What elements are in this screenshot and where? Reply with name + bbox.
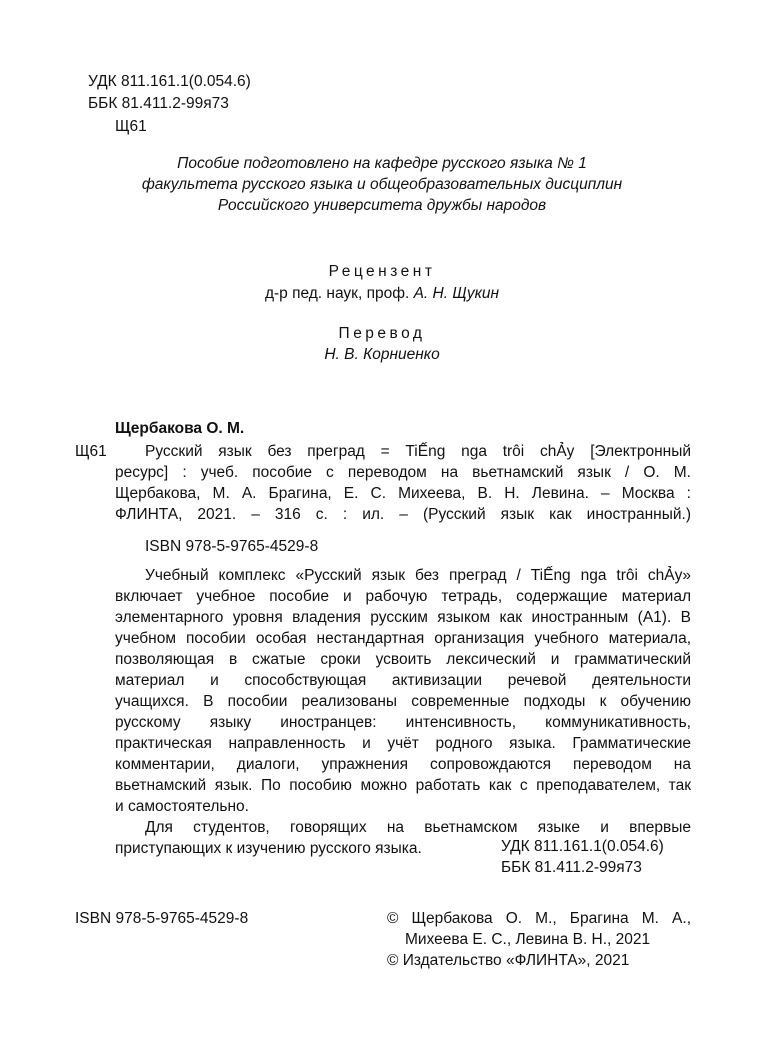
- annotation-line: комментарии, диалоги, упражнения сопровождаются переводом на: [115, 756, 691, 773]
- annotation-line: приступающих к изучению русского языка.: [115, 840, 422, 857]
- annotation-line: Для студентов, говорящих на вьетнамском языке и впервые: [145, 819, 691, 836]
- reviewer-name: А. Н. Щукин: [413, 285, 500, 302]
- translator-name: Н. В. Корниенко: [324, 346, 440, 363]
- bib-isbn: ISBN 978-5-9765-4529-8: [145, 538, 319, 555]
- annotation-line: элементарного уровня владения русским языком как иностранным (А1). В: [115, 609, 691, 626]
- annotation-line: Учебный комплекс «Русский язык без преград / TiẾng nga trôi chẢy»: [145, 567, 691, 584]
- bib-description: [115, 441, 691, 525]
- footer-isbn: ISBN 978-5-9765-4529-8: [75, 910, 249, 927]
- bib-author: Щербакова О. М.: [115, 420, 245, 437]
- bib-line: Щербакова, М. А. Брагина, Е. С. Михеева, В. Н. Левина. – Москва :: [115, 485, 691, 502]
- reviewer-heading: Рецензент: [328, 263, 436, 280]
- prepared-by-line: Пособие подготовлено на кафедре русского языка № 1: [177, 155, 587, 172]
- annotation: [115, 565, 691, 859]
- annotation-line: вьетнамский язык. По пособию можно работать как с преподавателем, так: [115, 777, 691, 794]
- annotation-line: учащихся. В пособии реализованы современные подходы к обучению: [115, 693, 691, 710]
- annotation-line: материал и способствующая активизации речевой деятельности: [115, 672, 691, 689]
- annotation-udk: УДК 811.161.1(0.054.6): [501, 838, 664, 855]
- annotation-bbk: ББК 81.411.2-99я73: [501, 859, 642, 876]
- reviewer-line: [0, 283, 764, 304]
- bib-line: Русский язык без преград = TiẾng nga trôi chẢy [Электронный: [145, 443, 691, 460]
- copyright-authors-cont: Михеева Е. С., Левина В. Н., 2021: [405, 931, 651, 948]
- annotation-line: и самостоятельно.: [115, 798, 249, 815]
- bib-line: ФЛИНТА, 2021. – 316 с. : ил. – (Русский язык как иностранный.): [115, 506, 691, 523]
- annotation-line: русскому языку иностранцев: интенсивность, коммуникативность,: [115, 714, 691, 731]
- copyright-authors: © Щербакова О. М., Брагина М. А.,: [387, 910, 691, 927]
- copyright-publisher: © Издательство «ФЛИНТА», 2021: [387, 952, 630, 969]
- bbk-code: ББК 81.411.2-99я73: [88, 95, 229, 112]
- annotation-line: учебном пособии особая нестандартная организация учебного материала,: [115, 630, 691, 647]
- bib-line: ресурс] : учеб. пособие с переводом на вьетнамский язык / О. М.: [115, 464, 691, 481]
- author-mark: Щ61: [115, 118, 147, 135]
- prepared-by-note: [0, 153, 764, 216]
- annotation-line: практическая направленность и учёт родного языка. Грамматические: [115, 735, 691, 752]
- annotation-line: позволяющая в сжатые сроки усвоить лексический и грамматический: [115, 651, 691, 668]
- reviewer-credentials: д-р пед. наук, проф.: [264, 285, 410, 302]
- udk-code: УДК 811.161.1(0.054.6): [88, 73, 251, 90]
- annotation-line: включает учебное пособие и рабочую тетрадь, содержащие материал: [115, 588, 691, 605]
- prepared-by-line: факультета русского языка и общеобразовательных дисциплин: [141, 176, 623, 193]
- prepared-by-line: Российского университета дружбы народов: [217, 197, 547, 214]
- translation-heading: Перевод: [338, 325, 426, 342]
- bib-mark: Щ61: [75, 443, 107, 460]
